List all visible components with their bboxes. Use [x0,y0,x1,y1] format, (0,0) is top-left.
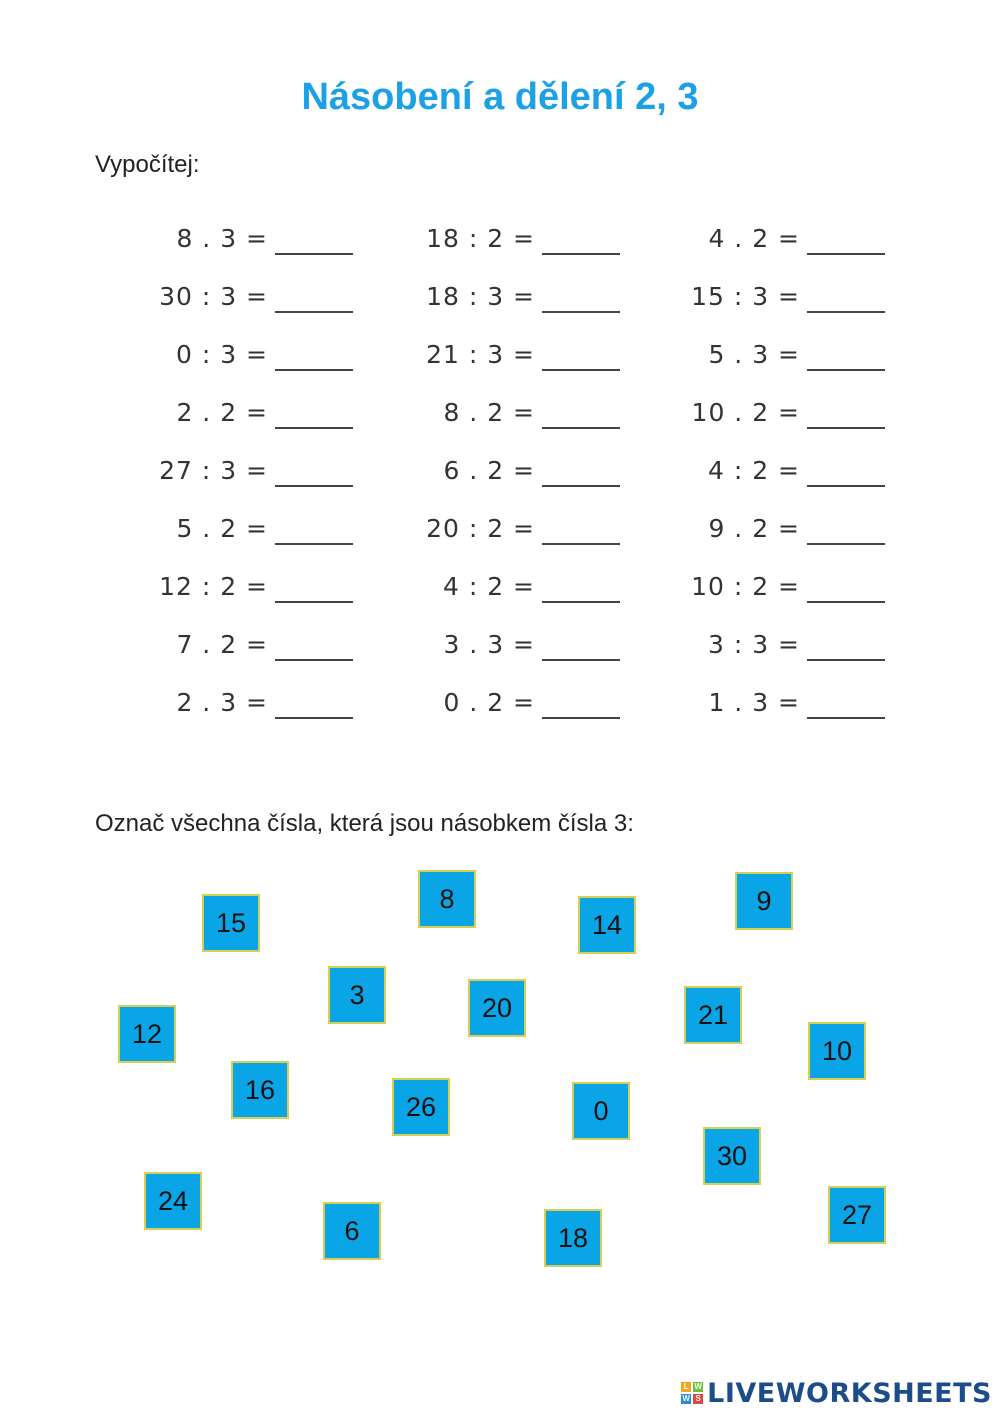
number-box[interactable]: 6 [323,1202,381,1260]
equation-row [83,624,353,664]
number-box[interactable]: 14 [578,896,636,954]
equation-row [350,218,620,258]
answer-input[interactable] [538,454,620,486]
equation-row [350,450,620,490]
equation-row [83,218,353,258]
equation-row [615,218,885,258]
equation-text: 8 . 3 = [176,224,268,253]
number-box[interactable]: 10 [808,1022,866,1080]
equation-text: 2 . 3 = [176,688,268,717]
equation-row [615,566,885,606]
number-box[interactable]: 20 [468,979,526,1037]
logo-letter: S [693,1394,703,1404]
equation-text: 30 : 3 = [159,282,268,311]
answer-input[interactable] [803,512,885,544]
answer-input[interactable] [803,396,885,428]
equation-row [83,508,353,548]
equation-text: 0 . 2 = [443,688,535,717]
equation-row [615,450,885,490]
equation-text: 18 : 2 = [426,224,535,253]
equation-row [350,392,620,432]
number-box[interactable]: 26 [392,1078,450,1136]
answer-input[interactable] [271,628,353,660]
equation-row [83,682,353,722]
equation-text: 4 : 2 = [707,456,800,485]
number-box[interactable]: 3 [328,966,386,1024]
instruction-calculate: Vypočítej: [95,151,200,178]
equation-row [83,392,353,432]
number-box[interactable]: 18 [544,1209,602,1267]
equation-text: 4 . 2 = [708,224,800,253]
logo-letter: W [694,1382,702,1391]
equation-text: 21 : 3 = [426,340,535,369]
equation-text: 18 : 3 = [426,282,535,311]
answer-input[interactable] [271,686,353,718]
equation-text: 4 : 2 = [442,572,535,601]
answer-input[interactable] [538,512,620,544]
answer-input[interactable] [271,338,353,370]
page-title: Násobení a dělení 2, 3 [301,76,699,118]
answer-input[interactable] [538,628,620,660]
equation-text: 7 . 2 = [176,630,268,659]
equation-text: 27 : 3 = [159,456,268,485]
equation-row [83,334,353,374]
equation-row [615,624,885,664]
equation-row [615,682,885,722]
equation-row [615,276,885,316]
answer-input[interactable] [803,686,885,718]
answer-input[interactable] [803,280,885,312]
instruction-multiples: Označ všechna čísla, která jsou násobkem čísla 3: [95,810,634,837]
brand-name: LIVEWORKSHEETS [707,1377,992,1409]
answer-input[interactable] [538,570,620,602]
number-box[interactable]: 8 [418,870,476,928]
equation-text: 5 . 2 = [176,514,268,543]
liveworksheets-logo [681,1376,992,1410]
equation-text: 6 . 2 = [443,456,535,485]
answer-input[interactable] [538,686,620,718]
equation-text: 5 . 3 = [708,340,800,369]
answer-input[interactable] [271,396,353,428]
equation-row [615,392,885,432]
equation-text: 12 : 2 = [159,572,268,601]
number-box[interactable]: 24 [144,1172,202,1230]
equation-row [350,566,620,606]
equation-text: 15 : 3 = [691,282,800,311]
equation-row [350,508,620,548]
number-box[interactable]: 27 [828,1186,886,1244]
answer-input[interactable] [803,454,885,486]
answer-input[interactable] [803,222,885,254]
equation-text: 0 : 3 = [175,340,268,369]
answer-input[interactable] [538,222,620,254]
equation-row [350,276,620,316]
answer-input[interactable] [803,338,885,370]
equation-text: 3 . 3 = [443,630,535,659]
equation-row [615,334,885,374]
answer-input[interactable] [271,222,353,254]
answer-input[interactable] [538,280,620,312]
logo-letter: W [682,1394,690,1403]
answer-input[interactable] [271,512,353,544]
equation-text: 3 : 3 = [707,630,800,659]
equation-text: 10 : 2 = [691,572,800,601]
answer-input[interactable] [803,570,885,602]
equation-row [350,334,620,374]
number-box[interactable]: 15 [202,894,260,952]
answer-input[interactable] [271,280,353,312]
number-box[interactable]: 9 [735,872,793,930]
equation-text: 20 : 2 = [426,514,535,543]
equation-row [83,276,353,316]
equation-text: 8 . 2 = [443,398,535,427]
equation-row [83,450,353,490]
equation-row [350,682,620,722]
number-box[interactable]: 21 [684,986,742,1044]
answer-input[interactable] [271,570,353,602]
answer-input[interactable] [803,628,885,660]
number-box[interactable]: 0 [572,1082,630,1140]
logo-grid-icon [681,1382,703,1404]
equation-text: 9 . 2 = [708,514,800,543]
logo-letter: L [681,1382,691,1392]
equation-row [615,508,885,548]
answer-input[interactable] [538,338,620,370]
equation-text: 2 . 2 = [176,398,268,427]
number-box[interactable]: 30 [703,1127,761,1185]
answer-input[interactable] [538,396,620,428]
number-box[interactable]: 16 [231,1061,289,1119]
equation-text: 1 . 3 = [708,688,800,717]
equation-row [83,566,353,606]
number-box[interactable]: 12 [118,1005,176,1063]
equation-row [350,624,620,664]
answer-input[interactable] [271,454,353,486]
equation-text: 10 . 2 = [691,398,800,427]
